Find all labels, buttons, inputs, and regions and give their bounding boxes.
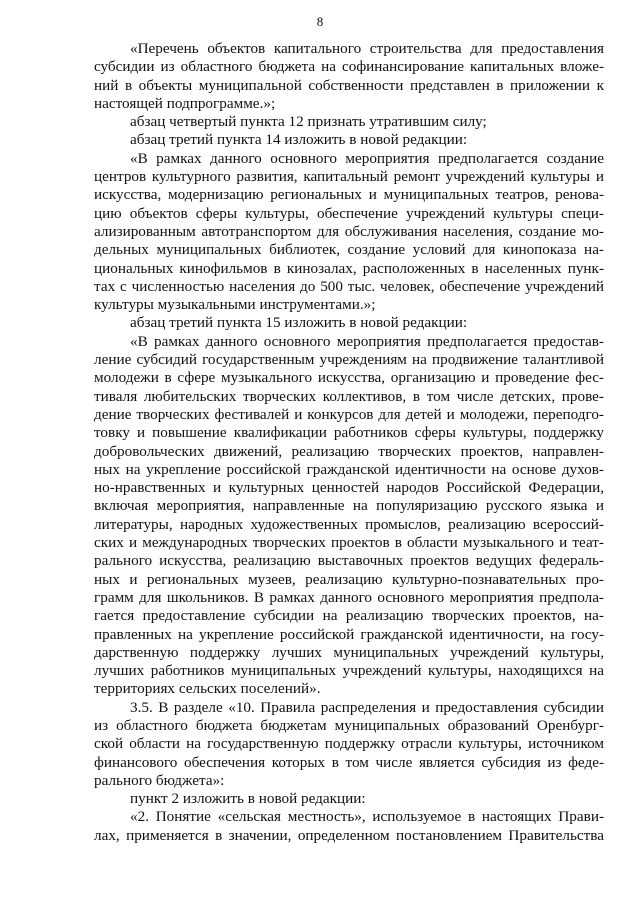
text-line: рального искусства, реализацию выставочных проектов ведущих федераль-: [94, 552, 604, 570]
text-line: территориях сельских поселений».: [94, 680, 321, 698]
text-line: рального бюджета»:: [94, 771, 225, 789]
text-line: тиваля любительских творческих коллективов, в том числе детских, прове-: [94, 387, 604, 405]
text-line: абзац четвертый пункта 12 признать утратившим силу;: [130, 113, 487, 131]
text-line: 3.5. В разделе «10. Правила распределения и предоставления субсидии: [130, 698, 604, 716]
text-line: литературы, народных художественных промыслов, реализацию всероссий-: [94, 515, 604, 533]
text-line: культуры музыкальными инструментами.»;: [94, 296, 376, 314]
text-line: молодежи в сфере музыкального искусства, организацию и проведение фес-: [94, 369, 604, 387]
text-line: ских и международных творческих проектов в области музыкального и теат-: [94, 534, 604, 552]
text-line: ний в объекты муниципальной собственности представлен в приложении к: [94, 76, 604, 94]
text-line: пункт 2 изложить в новой редакции:: [130, 790, 366, 808]
text-line: включая мероприятия, направленные на популяризацию русского языка и: [94, 497, 604, 515]
text-line: лучших работников муниципальных учреждений культуры, находящихся на: [94, 662, 604, 680]
text-line: грамм для школьников. В рамках данного основного мероприятия предпола-: [94, 588, 604, 606]
text-line: лах, применяется в значении, определенном постановлением Правительства: [94, 826, 604, 844]
document-body: [94, 40, 604, 845]
text-line: центров культурного развития, капитальный ремонт учреждений культуры и: [94, 168, 604, 186]
text-line: ализированным автотранспортом для обслуживания населения, создание мо-: [94, 222, 604, 240]
text-line: ных и региональных музеев, реализацию культурно-познавательных про-: [94, 570, 604, 588]
text-line: абзац третий пункта 14 изложить в новой редакции:: [130, 131, 468, 149]
text-line: «В рамках данного основного мероприятия предполагается создание: [130, 149, 604, 167]
page-number: 8: [316, 14, 324, 29]
text-line: «В рамках данного основного мероприятия предполагается предостав-: [130, 332, 604, 350]
text-line: тах с численностью населения до 500 тыс. человек, обеспечение учреждений: [94, 277, 604, 295]
text-line: товку и повышение квалификации работников сферы культуры, поддержку: [94, 424, 604, 442]
text-line: «Перечень объектов капитального строительства для предоставления: [130, 40, 604, 57]
text-line: настоящей подпрограмме.»;: [94, 94, 276, 112]
text-line: дение творческих фестивалей и конкурсов для детей и молодежи, переподго-: [94, 405, 604, 423]
text-line: ской области на государственную поддержку отрасли культуры, источником: [94, 735, 604, 753]
text-line: правленных на укрепление российской гражданской идентичности, на госу-: [94, 625, 604, 643]
text-line: ных на укрепление российской гражданской идентичности на основе духов-: [94, 460, 604, 478]
text-line: финансового обеспечения которых в том числе является субсидия из феде-: [94, 753, 604, 771]
text-line: «2. Понятие «сельская местность», используемое в настоящих Прави-: [130, 808, 604, 826]
text-line: циональных кинофильмов в кинозалах, расположенных в населенных пунк-: [94, 259, 604, 277]
text-line: дельных муниципальных библиотек, создание условий для кинопоказа на-: [94, 241, 604, 259]
text-line: из областного бюджета бюджетам муниципальных образований Оренбург-: [94, 716, 604, 734]
text-line: субсидии из областного бюджета на софинансирование капитальных вложе-: [94, 58, 604, 76]
text-line: абзац третий пункта 15 изложить в новой редакции:: [130, 314, 468, 332]
text-line: искусства, модернизацию региональных и муниципальных театров, ренова-: [94, 186, 604, 204]
text-line: ление субсидий государственным учреждениям на продвижение талантливой: [94, 351, 604, 369]
text-line: но-нравственных и культурных ценностей народов Российской Федерации,: [94, 479, 604, 497]
text-line: гается предоставление субсидии на реализацию творческих проектов, на-: [94, 607, 604, 625]
text-line: дарственную поддержку лучших муниципальных учреждений культуры,: [94, 643, 604, 661]
text-line: цию объектов сферы культуры, обеспечение учреждений культуры специ-: [94, 204, 604, 222]
text-line: добровольческих движений, реализацию творческих проектов, направлен-: [94, 442, 604, 460]
